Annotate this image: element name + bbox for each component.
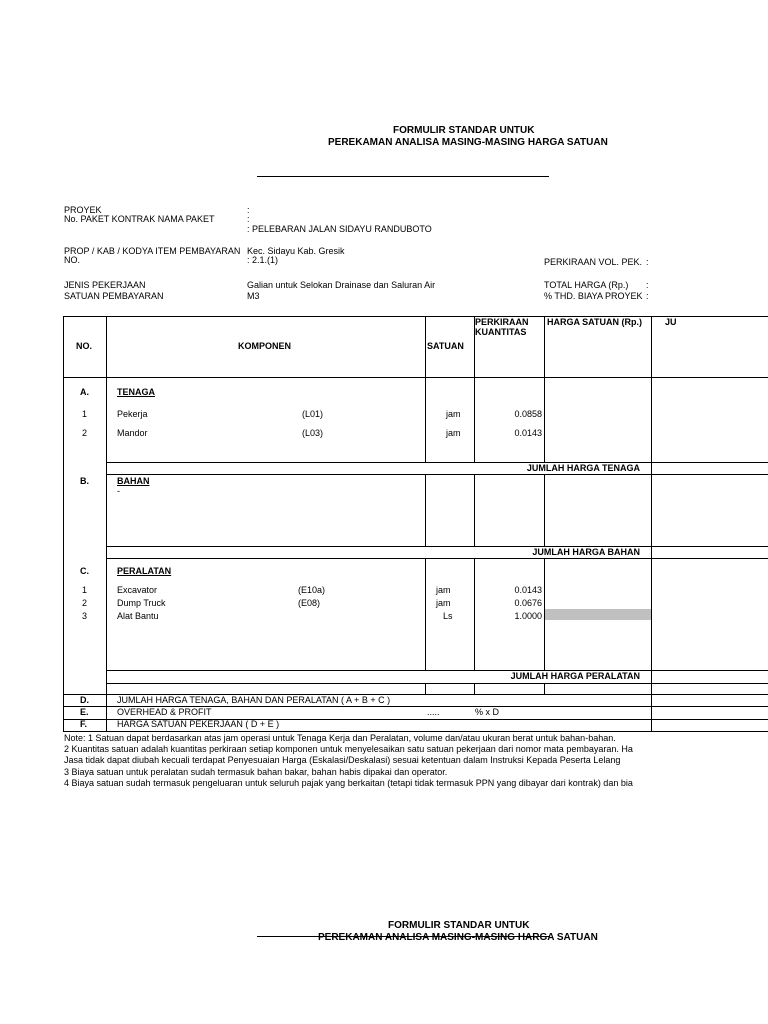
peralatan-row-3-qty: 1.0000	[514, 611, 542, 621]
satuan-col-divider-d	[474, 683, 475, 695]
no-col-divider-summary	[106, 694, 107, 732]
satuan-col-divider-a	[474, 316, 475, 463]
peralatan-row-2-name: Dump Truck	[117, 598, 166, 608]
paket-colon: :	[247, 214, 250, 224]
peralatan-row-2-unit: jam	[436, 598, 451, 608]
tenaga-row-2-qty: 0.0143	[514, 428, 542, 438]
prop-value-1: Kec. Sidayu Kab. Gresik	[247, 246, 345, 256]
peralatan-row-2-no: 2	[82, 598, 88, 608]
peralatan-row-1-no: 1	[82, 585, 88, 595]
table-bottom-border	[63, 731, 768, 732]
harga-col-divider	[651, 316, 652, 732]
satuan-col-divider-b	[474, 474, 475, 547]
thd-biaya-label: % THD. BIAYA PROYEK	[544, 291, 643, 301]
footer-title-line2: PEREKAMAN ANALISA MASING-MASING HARGA SATUAN	[318, 932, 598, 943]
section-a-code: A.	[80, 387, 89, 397]
header-bottom-border	[63, 377, 768, 378]
prop-value-2: : 2.1.(1)	[247, 255, 279, 265]
prop-label-1: PROP / KAB / KODYA ITEM PEMBAYARAN	[64, 246, 241, 256]
table-left-border	[63, 316, 64, 732]
section-a-title: TENAGA	[117, 387, 155, 397]
kuantitas-col-divider-d	[544, 683, 545, 695]
header-harga-satuan: HARGA SATUAN (Rp.)	[547, 317, 642, 327]
peralatan-row-2-code: (E08)	[298, 598, 321, 608]
thd-biaya-colon: :	[646, 291, 649, 301]
peralatan-row-1-name: Excavator	[117, 585, 158, 595]
summary-d-code: D.	[80, 695, 89, 705]
summary-e-text: OVERHEAD & PROFIT	[117, 707, 212, 717]
peralatan-row-3-unit: Ls	[443, 611, 453, 621]
tenaga-total-label: JUMLAH HARGA TENAGA	[526, 463, 640, 473]
note-3: 3 Biaya satuan untuk peralatan sudah termasuk bahan bakar, bahan habis dipakai dan operator.	[64, 767, 448, 777]
peralatan-row-1-unit: jam	[436, 585, 451, 595]
tenaga-row-2-name: Mandor	[117, 428, 148, 438]
paket-label: No. PAKET KONTRAK NAMA PAKET	[64, 214, 215, 224]
komponen-col-divider-b	[425, 474, 426, 547]
section-b-title: BAHAN	[117, 476, 150, 486]
title-divider	[257, 176, 549, 177]
komponen-col-divider-c	[425, 558, 426, 671]
komponen-col-divider-a	[425, 316, 426, 463]
paket-value: : PELEBARAN JALAN SIDAYU RANDUBOTO	[247, 224, 432, 234]
summary-e-code: E.	[80, 707, 89, 717]
kuantitas-col-divider-a	[544, 316, 545, 463]
header-komponen: KOMPONEN	[238, 341, 292, 351]
header-jumlah: JU	[665, 317, 677, 327]
note-2: 2 Kuantitas satuan adalah kuantitas perkiraan setiap komponen untuk menyelesaikan satu satuan pekerjaan dari nomor mata pembayaran. Ha	[64, 744, 633, 754]
tenaga-row-2-code: (L03)	[302, 428, 324, 438]
peralatan-row-1-qty: 0.0143	[514, 585, 542, 595]
summary-f-text: HARGA SATUAN PEKERJAAN ( D + E )	[117, 719, 280, 729]
form-title-line1: FORMULIR STANDAR UNTUK	[393, 125, 535, 136]
bahan-total-bottom	[106, 558, 768, 559]
table-top-border	[63, 316, 768, 317]
satuan-pembayaran-label: SATUAN PEMBAYARAN	[64, 291, 164, 301]
tenaga-row-1-name: Pekerja	[117, 409, 148, 419]
summary-e-dots: .....	[427, 707, 440, 717]
footer-title-line1: FORMULIR STANDAR UNTUK	[388, 920, 530, 931]
section-c-code: C.	[80, 566, 89, 576]
section-c-title: PERALATAN	[117, 566, 172, 576]
total-harga-label: TOTAL HARGA (Rp.)	[544, 280, 629, 290]
header-no: NO.	[76, 341, 93, 351]
header-satuan: SATUAN	[427, 341, 464, 351]
proyek-colon: :	[247, 205, 250, 215]
section-b-code: B.	[80, 476, 89, 486]
summary-f-code: F.	[80, 719, 88, 729]
no-col-divider	[106, 316, 107, 695]
kuantitas-col-divider-b	[544, 474, 545, 547]
tenaga-row-1-unit: jam	[446, 409, 461, 419]
summary-d-text: JUMLAH HARGA TENAGA, BAHAN DAN PERALATAN ( A + B + C )	[117, 695, 391, 705]
note-2-cont: Jasa tidak dapat diubah kecuali terdapat Penyesuaian Harga (Eskalasi/Deskalasi) sesuai ketentuan dalam Instruksi Kepada Peserta Lelang	[64, 755, 621, 765]
perkiraan-vol-label: PERKIRAAN VOL. PEK.	[544, 257, 643, 267]
jenis-value: Galian untuk Selokan Drainase dan Saluran Air	[247, 280, 436, 290]
peralatan-row-3-name: Alat Bantu	[117, 611, 159, 621]
peralatan-total-label: JUMLAH HARGA PERALATAN	[510, 671, 640, 681]
tenaga-total-bottom	[106, 474, 768, 475]
peralatan-row-2-qty: 0.0676	[514, 598, 542, 608]
tenaga-row-1-code: (L01)	[302, 409, 324, 419]
satuan-col-divider-c	[474, 558, 475, 671]
total-harga-colon: :	[646, 280, 649, 290]
note-1: Note: 1 Satuan dapat berdasarkan atas jam operasi untuk Tenaga Kerja dan Peralatan, volume dan/atau ukuran berat untuk bahan-bahan.	[64, 733, 616, 743]
summary-e-formula: % x D	[475, 707, 500, 717]
proyek-label: PROYEK	[64, 205, 102, 215]
form-title-line2: PEREKAMAN ANALISA MASING-MASING HARGA SATUAN	[328, 137, 608, 148]
komponen-col-divider-d	[425, 683, 426, 695]
perkiraan-vol-colon: :	[646, 257, 649, 267]
jenis-label: JENIS PEKERJAAN	[64, 280, 146, 290]
prop-label-2: NO.	[64, 255, 81, 265]
alat-bantu-shaded-cell	[545, 609, 651, 620]
tenaga-row-2-no: 2	[82, 428, 88, 438]
peralatan-row-3-no: 3	[82, 611, 88, 621]
tenaga-row-1-no: 1	[82, 409, 88, 419]
header-kuantitas-1: PERKIRAAN	[475, 317, 529, 327]
bahan-total-label: JUMLAH HARGA BAHAN	[532, 547, 640, 557]
tenaga-row-1-qty: 0.0858	[514, 409, 542, 419]
peralatan-row-1-code: (E10a)	[298, 585, 326, 595]
header-kuantitas-2: KUANTITAS	[475, 327, 527, 337]
satuan-pembayaran-value: M3	[247, 291, 260, 301]
bahan-empty-dash: -	[117, 486, 120, 496]
tenaga-row-2-unit: jam	[446, 428, 461, 438]
note-4: 4 Biaya satuan sudah termasuk pengeluaran untuk seluruh pajak yang berkaitan (tetapi tidak termasuk PPN yang dibayar dari kontrak) dan bia	[64, 778, 633, 788]
peralatan-total-bottom	[106, 683, 768, 684]
